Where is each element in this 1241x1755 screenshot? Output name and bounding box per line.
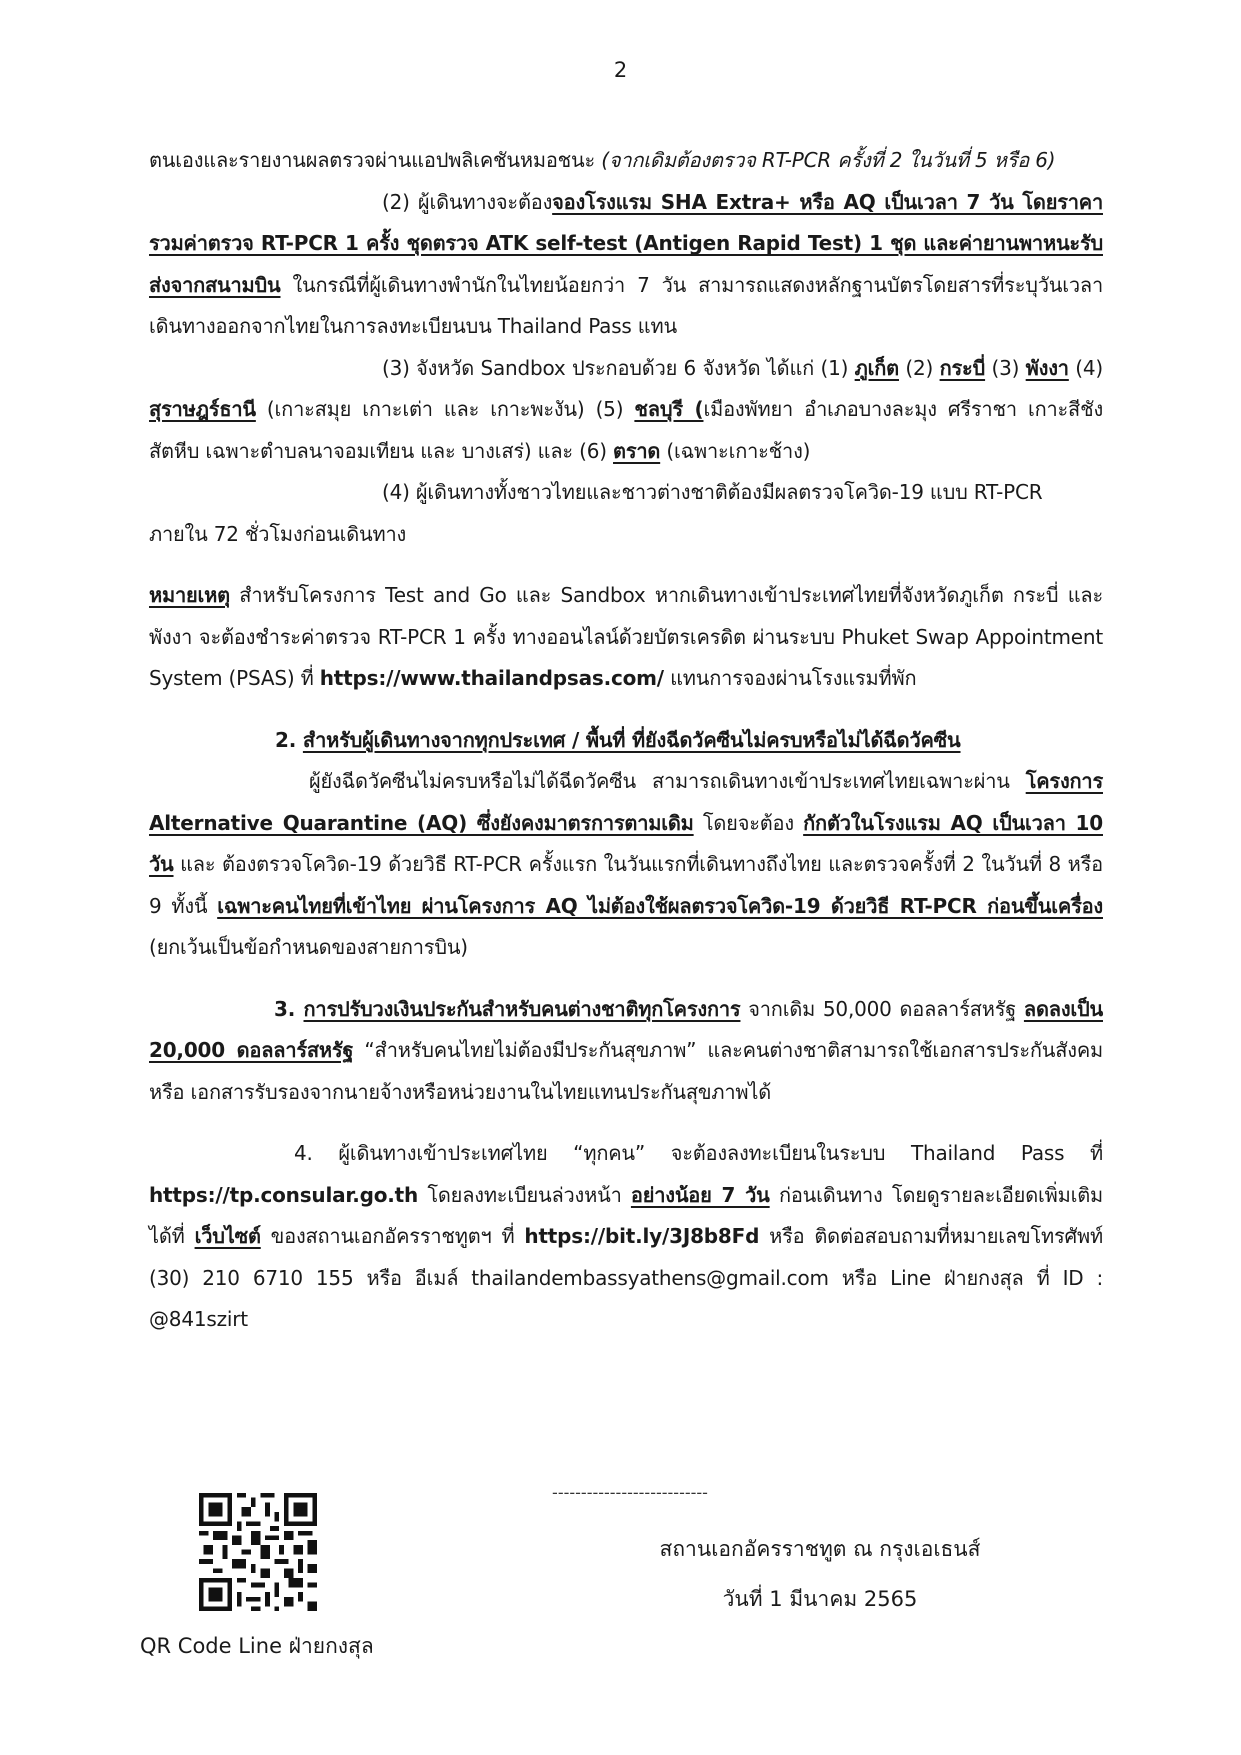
text: (2) ผู้เดินทางจะต้อง xyxy=(382,189,553,214)
psas-link[interactable]: https://www.thailandpsas.com/ xyxy=(319,666,664,690)
signature-organization: สถานเอกอัครราชทูต ณ กรุงเอเธนส์ xyxy=(659,1537,981,1561)
text: “สำหรับคนไทยไม่ต้องมีประกันสุขภาพ” และคนต่างชาติสามารถใช้เอกสารประกันสังคม หรือ เอกสารรับรองจากนายจ้างหรือหน่วยงานในไทยแทนประกันสุขภาพได้ xyxy=(149,1038,1103,1104)
page-number: 2 xyxy=(613,58,628,82)
text: เมืองพัทยา อำเภอบางละมุง ศรีราชา เกาะสีชัง สัตหีบ เฉพาะตำบลนาจอมเทียน และ บางเสร่) และ (6) xyxy=(149,397,1104,463)
signature-date: วันที่ 1 มีนาคม 2565 xyxy=(722,1587,918,1611)
text: โดยจะต้อง xyxy=(693,810,804,835)
province-phuket: ภูเก็ต xyxy=(854,355,899,380)
separator-line: --------------------------- xyxy=(552,1483,708,1502)
section-3 xyxy=(149,989,1103,1114)
emphasis-aq: โครงการ Alternative Quarantine (AQ) ซึ่งยังคงมาตรการตามเดิม xyxy=(149,769,1103,835)
text: (3) จังหวัด Sandbox ประกอบด้วย 6 จังหวัด ได้แก่ (1) xyxy=(382,355,855,380)
text: ผู้ยังฉีดวัคซีนไม่ครบหรือไม่ได้ฉีดวัคซีน สามารถเดินทางเข้าประเทศไทยเฉพาะผ่าน xyxy=(309,769,1026,793)
emphasis-7-days: อย่างน้อย 7 วัน xyxy=(630,1182,770,1207)
text: ของสถานเอกอัครราชทูตฯ ที่ xyxy=(260,1224,525,1248)
text: สำหรับโครงการ Test and Go และ Sandbox หากเดินทางเข้าประเทศไทยที่จังหวัดภูเก็ต กระบี่ และพังงา จะต้องชำระค่าตรวจ RT-PCR 1 ครั้ง ทางออนไลน์ด้วยบัตรเครดิต ผ่านระบบ Phuket Swap Appointment System (PSAS) ที่ xyxy=(149,583,1103,690)
province-trat: ตราด xyxy=(613,438,661,463)
section-number: 3. xyxy=(274,996,304,1021)
emphasis-thai: เฉพาะคนไทยที่เข้าไทย ผ่านโครงการ AQ ไม่ต้องใช้ผลตรวจโควิด-19 ด้วยวิธี RT-PCR ก่อนขึ้นเครื่อง xyxy=(217,893,1103,918)
text: (ยกเว้นเป็นข้อกำหนดของสายการบิน) xyxy=(149,935,468,959)
section-2-heading xyxy=(149,720,1103,762)
document-body xyxy=(149,140,1103,1341)
text: (3) xyxy=(985,355,1026,380)
thailand-pass-link[interactable]: https://tp.consular.go.th xyxy=(149,1182,419,1207)
text: (4) ผู้เดินทางทั้งชาวไทยและชาวต่างชาติต้องมีผลตรวจโควิด-19 แบบ RT-PCR ภายใน 72 ชั่วโมงก่อนเดินทาง xyxy=(149,480,1043,546)
section-4 xyxy=(149,1133,1103,1341)
italic-note: (จากเดิมต้องตรวจ RT-PCR ครั้งที่ 2 ในวันที่ 5 หรือ 6) xyxy=(601,148,1056,172)
text: และ ต้องตรวจโควิด-19 ด้วยวิธี RT-PCR ครั้งแรก ในวันแรกที่เดินทางถึงไทย และตรวจครั้งที่ 2 ในวันที่ 8 หรือ 9 ทั้งนี้ xyxy=(149,852,1103,918)
note-label: หมายเหตุ xyxy=(149,583,230,607)
section-number: 2. xyxy=(275,727,303,752)
paragraph-continuation xyxy=(149,140,1103,182)
emphasis-insurance: ลดลงเป็น 20,000 ดอลลาร์สหรัฐ xyxy=(149,996,1103,1062)
text: (2) xyxy=(898,355,940,380)
text: ก่อนเดินทาง โดยดูรายละเอียดเพิ่มเติมได้ที่ xyxy=(149,1182,1103,1248)
text: (4) xyxy=(1068,355,1103,380)
paragraph-2 xyxy=(149,182,1103,348)
province-chonburi: ชลบุรี ( xyxy=(634,397,704,421)
section-heading: สำหรับผู้เดินทางจากทุกประเทศ / พื้นที่ ที่ยังฉีดวัคซีนไม่ครบหรือไม่ได้ฉีดวัคซีน xyxy=(302,727,961,752)
province-phangnga: พังงา xyxy=(1025,355,1069,380)
text: 4. ผู้เดินทางเข้าประเทศไทย “ทุกคน” จะต้องลงทะเบียนในระบบ Thailand Pass ที่ xyxy=(294,1141,1103,1165)
paragraph-3 xyxy=(149,348,1103,473)
text: ตนเองและรายงานผลตรวจผ่านแอปพลิเคชันหมอชนะ xyxy=(149,148,602,172)
emphasis-quarantine: กักตัวในโรงแรม AQ เป็นเวลา 10 วัน xyxy=(149,810,1103,876)
note-paragraph xyxy=(149,575,1103,700)
text: แทนการจองผ่านโรงแรมที่พัก xyxy=(663,666,917,690)
bitly-link[interactable]: https://bit.ly/3J8b8Fd xyxy=(524,1224,760,1248)
qr-caption: QR Code Line ฝ่ายกงสุล xyxy=(140,1634,374,1658)
province-suratthani: สุราษฎร์ธานี xyxy=(149,397,256,421)
section-2-body xyxy=(149,761,1103,969)
text: (เฉพาะเกาะช้าง) xyxy=(660,438,811,463)
text: หรือ ติดต่อสอบถามที่หมายเลขโทรศัพท์ (30) 210 6710 155 หรือ อีเมล์ thailandembassyathens@gmail.com หรือ Line ฝ่ายกงสุล ที่ ID : @841szirt xyxy=(149,1224,1104,1331)
paragraph-4 xyxy=(149,472,1103,555)
text: ในกรณีที่ผู้เดินทางพำนักในไทยน้อยกว่า 7 วัน สามารถแสดงหลักฐานบัตรโดยสารที่ระบุวันเวลาเดินทางออกจากไทยในการลงทะเบียนบน Thailand Pass แทน xyxy=(149,272,1103,338)
section-heading: การปรับวงเงินประกันสำหรับคนต่างชาติทุกโครงการ xyxy=(303,996,741,1021)
province-krabi: กระบี่ xyxy=(939,355,986,380)
text: โดยลงทะเบียนล่วงหน้า xyxy=(418,1182,631,1207)
text: จากเดิม 50,000 ดอลลาร์สหรัฐ xyxy=(740,996,1024,1021)
qr-code-icon[interactable] xyxy=(199,1493,317,1611)
website-link[interactable]: เว็บไซต์ xyxy=(194,1224,261,1248)
text: (เกาะสมุย เกาะเต่า และ เกาะพะงัน) (5) xyxy=(255,397,635,421)
emphasis-hotel: จองโรงแรม SHA Extra+ หรือ AQ เป็นเวลา 7 วัน โดยราคารวมค่าตรวจ RT-PCR 1 ครั้ง ชุดตรวจ ATK self-test (Antigen Rapid Test) 1 ชุด และค่ายานพาหนะรับส่งจากสนามบิน xyxy=(149,189,1103,297)
